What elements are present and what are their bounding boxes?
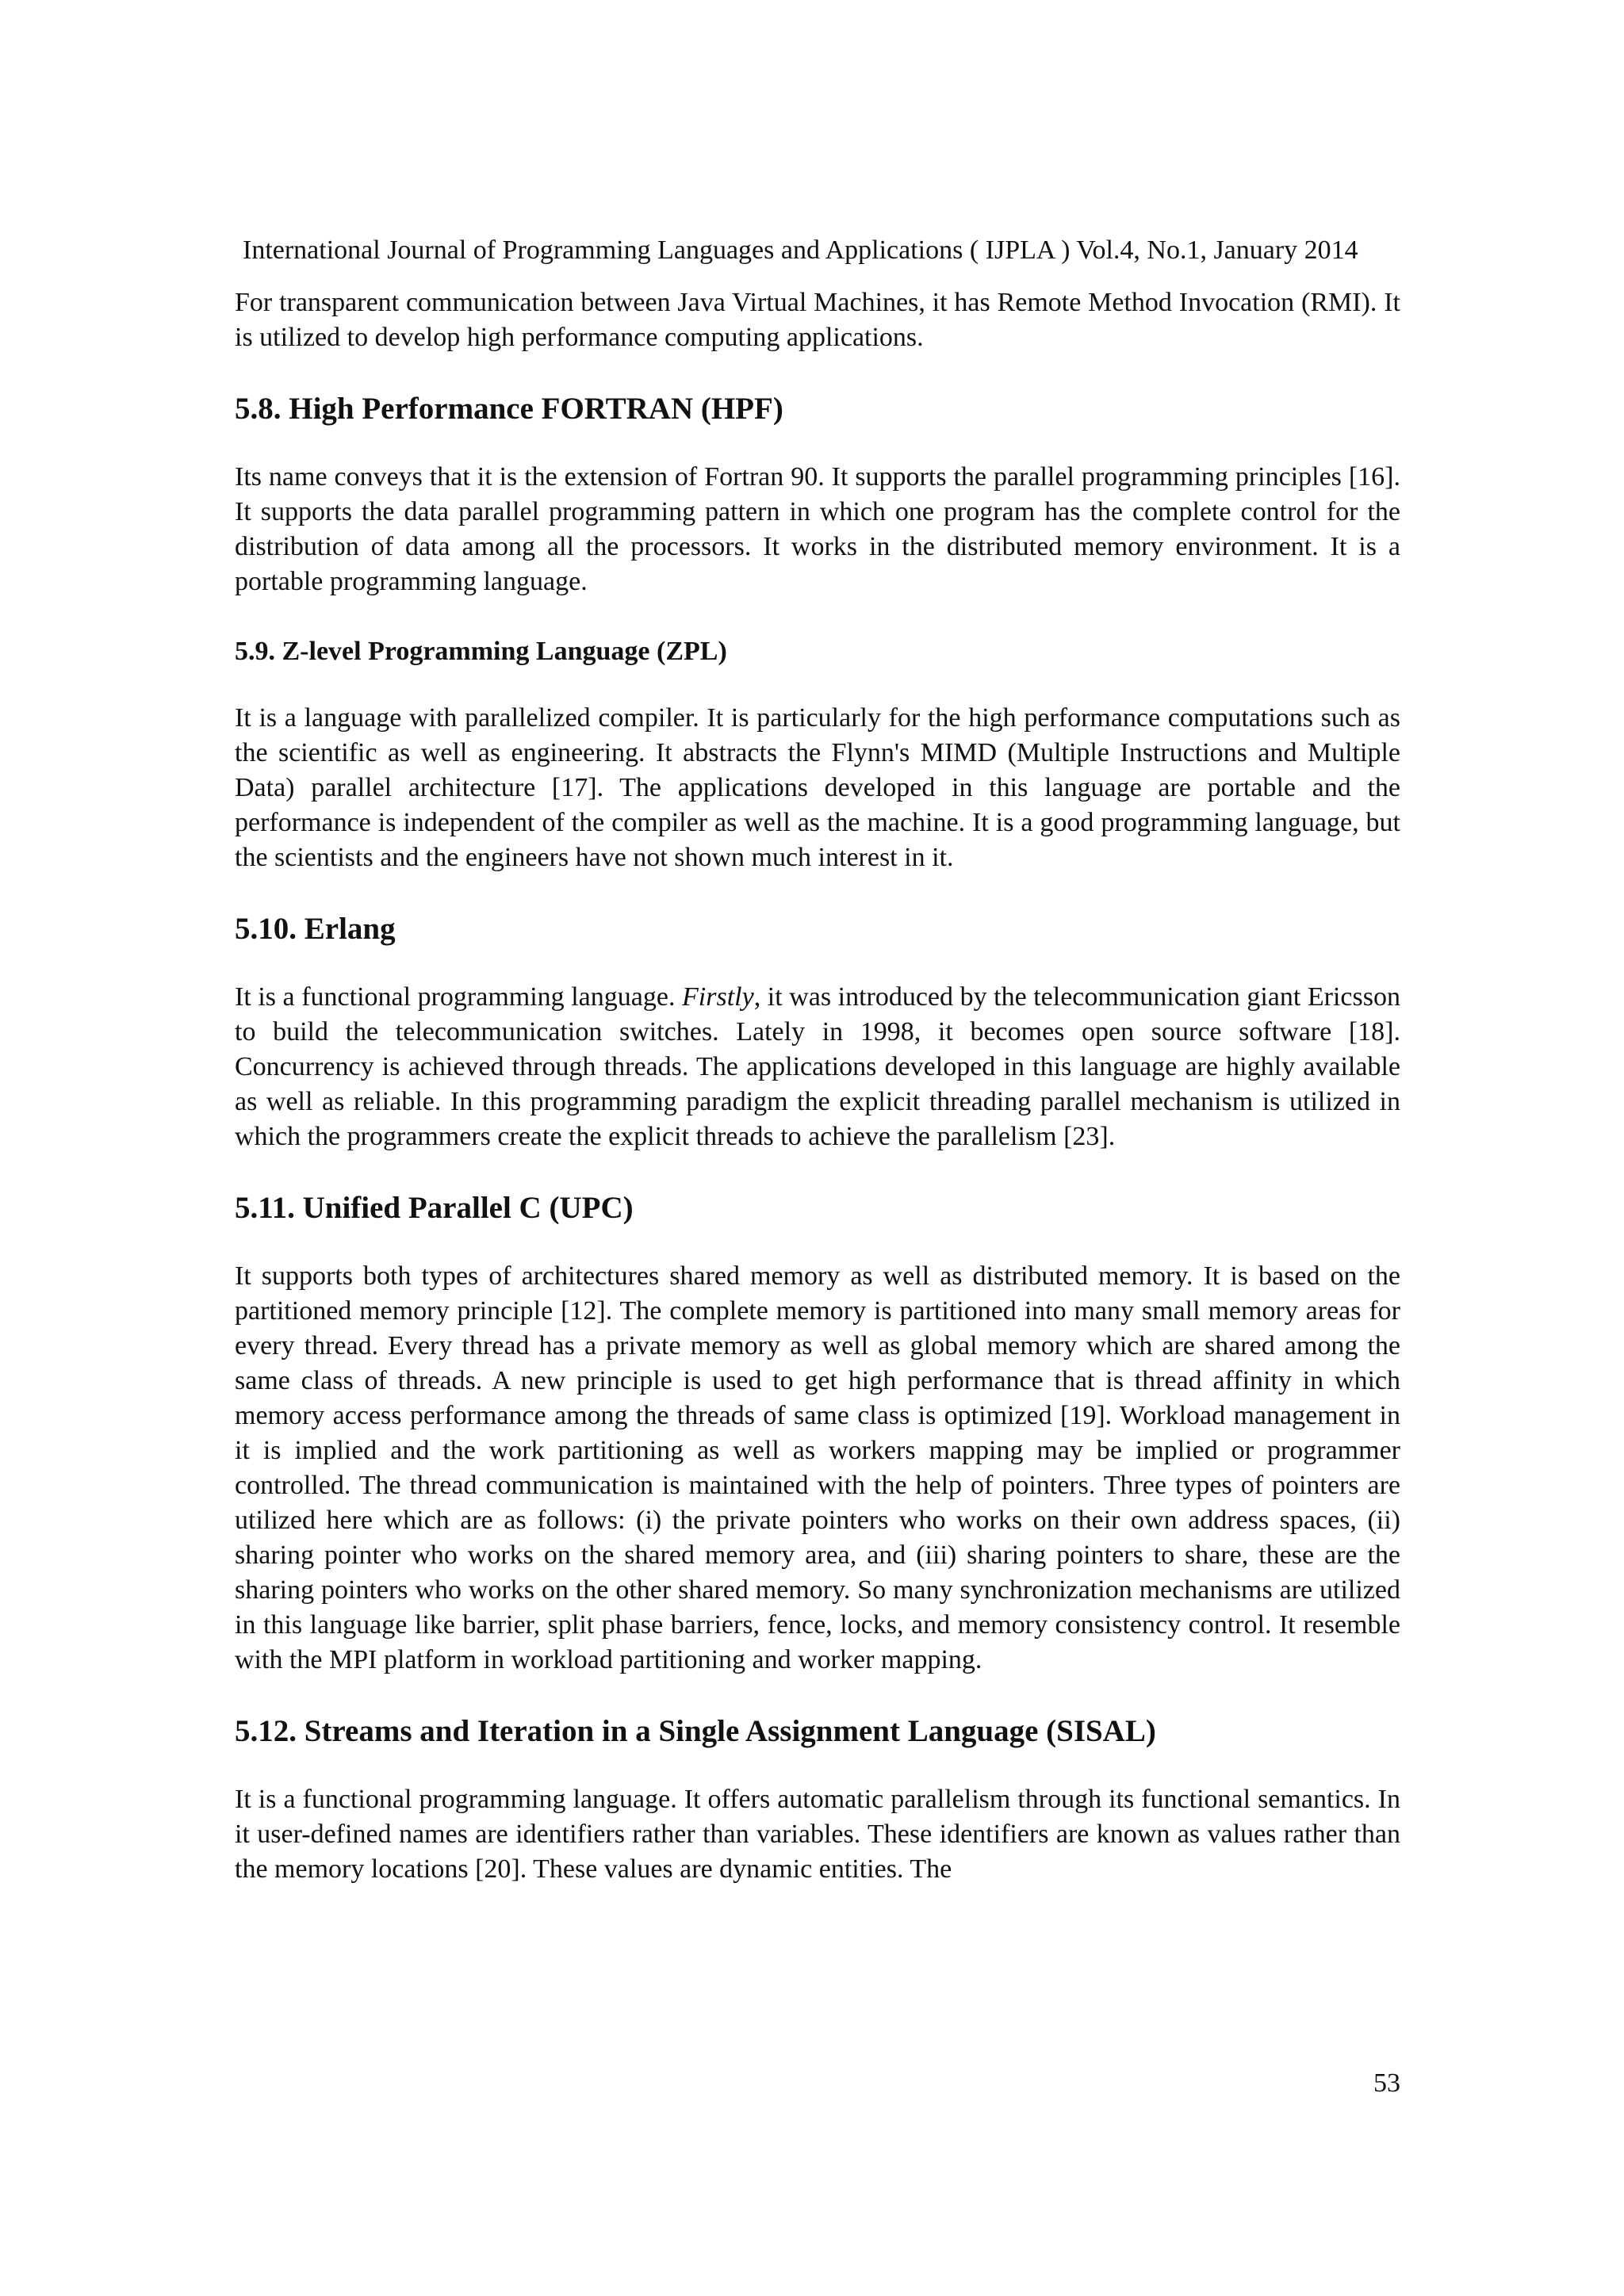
heading-5-10: 5.10. Erlang: [235, 912, 396, 946]
paragraph-5-8: Its name conveys that it is the extension of Fortran 90. It supports the parallel programming principles [16]. It supports the data parallel programming pattern in which one program has the complete control for the distribution of data among all the processors. It works in the distributed memory environment. It is a portable programming language.: [235, 462, 1400, 596]
heading-5-11: 5.11. Unified Parallel C (UPC): [235, 1191, 634, 1225]
paragraph-5-9: It is a language with parallelized compiler. It is particularly for the high performance computations such as the scientific as well as engineering. It abstracts the Flynn's MIMD (Multiple Instructions and Multiple Data) parallel architecture [17]. The applications developed in this language are portable and the performance is independent of the compiler as well as the machine. It is a good programming language, but the scientists and the engineers have not shown much interest in it.: [235, 703, 1400, 872]
paragraph-5-11: It supports both types of architectures shared memory as well as distributed memory. It is based on the partitioned memory principle [12]. The complete memory is partitioned into many small memory areas for every thread. Every thread has a private memory as well as global memory which are shared among the same class of threads. A new principle is used to get high performance that is thread affinity in which memory access performance among the threads of same class is optimized [19]. Workload management in it is implied and the work partitioning as well as workers mapping may be implied or programmer controlled. The thread communication is maintained with the help of pointers. Three types of pointers are utilized here which are as follows: (i) the private pointers who works on their own address spaces, (ii) sharing pointer who works on the shared memory area, and (iii) sharing pointers to share, these are the sharing pointers who works on the other shared memory. So many synchronization mechanisms are utilized in this language like barrier, split phase barriers, fence, locks, and memory consistency control. It resemble with the MPI platform in workload partitioning and worker mapping.: [235, 1261, 1400, 1674]
paragraph-5-10-rest: , it was introduced by the telecommunication giant Ericsson to build the telecommunication switches. Lately in 1998, it becomes open source software [18]. Concurrency is achieved through threads. The applications developed in this language are highly available as well as reliable. In this programming paradigm the explicit threading parallel mechanism is utilized in which the programmers create the explicit threads to achieve the parallelism [23].: [235, 982, 1400, 1151]
running-header: International Journal of Programming Languages and Applications ( IJPLA ) Vol.4, No.1, January 2014: [243, 235, 1358, 265]
paragraph-5-10-emphasis: Firstly: [682, 982, 754, 1012]
intro-paragraph: For transparent communication between Java Virtual Machines, it has Remote Method Invocation (RMI). It is utilized to develop high performance computing applications.: [235, 288, 1400, 352]
heading-5-9: 5.9. Z-level Programming Language (ZPL): [235, 637, 727, 666]
paragraph-5-10: [235, 980, 1400, 1154]
paragraph-5-12: It is a functional programming language. It offers automatic parallelism through its functional semantics. In it user-defined names are identifiers rather than variables. These identifiers are known as values rather than the memory locations [20]. These values are dynamic entities. The: [235, 1785, 1400, 1884]
page-content: [235, 285, 1400, 1887]
paragraph-5-10-lead: It is a functional programming language.: [235, 982, 683, 1012]
document-page: [235, 0, 1400, 2296]
heading-5-8: 5.8. High Performance FORTRAN (HPF): [235, 392, 783, 426]
heading-5-12: 5.12. Streams and Iteration in a Single Assignment Language (SISAL): [235, 1714, 1156, 1748]
page-number: 53: [1373, 2068, 1400, 2098]
